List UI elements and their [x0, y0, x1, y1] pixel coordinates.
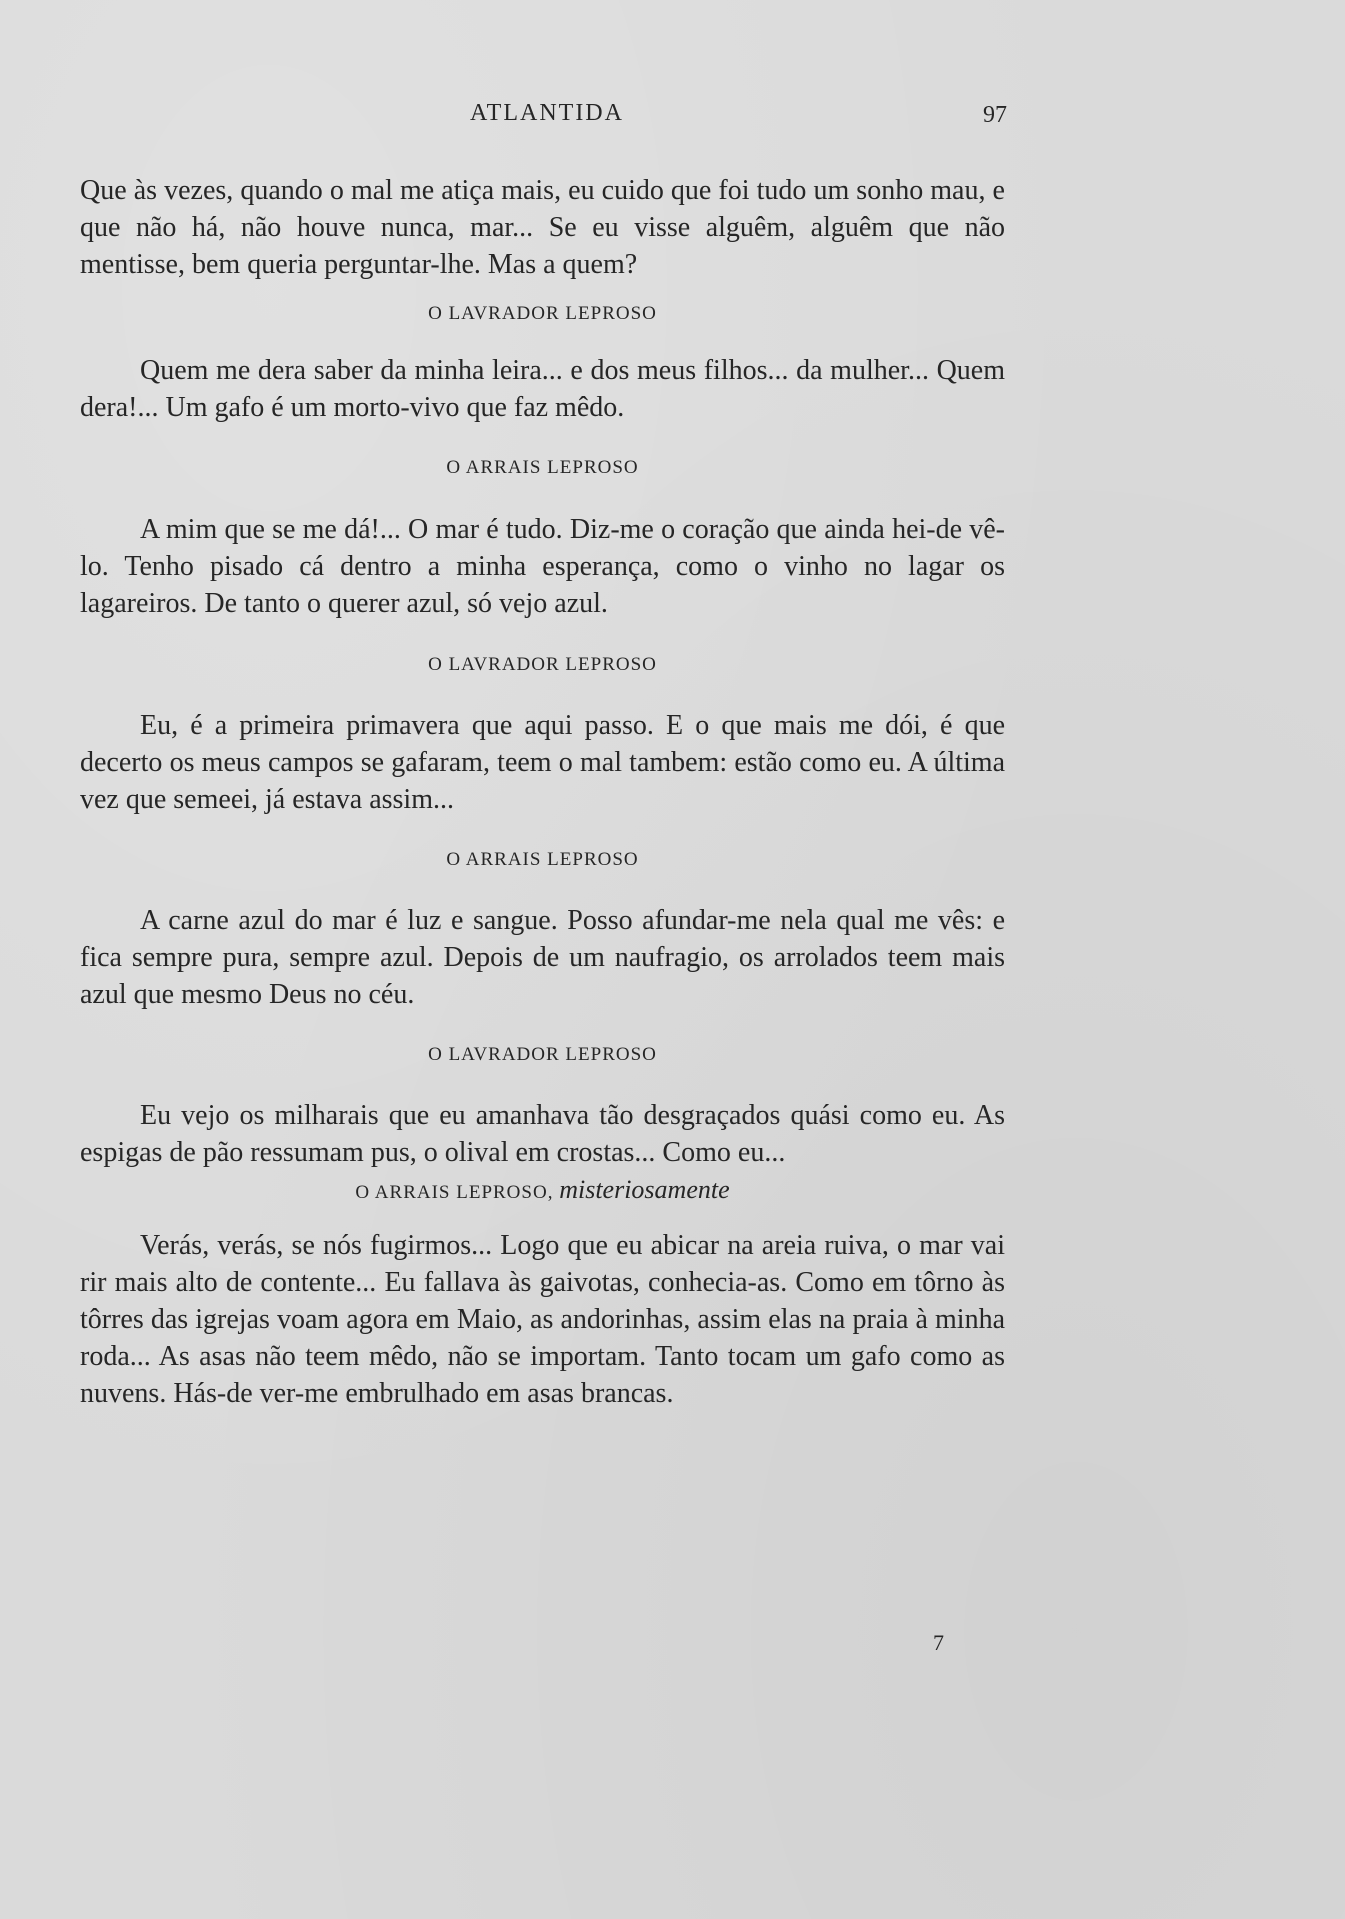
speaker-heading: O LAVRADOR LEPROSO	[428, 654, 657, 675]
speech: Quem me dera saber da minha leira... e dos meus filhos... da mulher... Quem dera!... Um gafo é um morto-vivo que faz mêdo.	[80, 355, 1005, 423]
speaker-heading: O LAVRADOR LEPROSO	[428, 1044, 657, 1065]
speaker-name: O ARRAIS LEPROSO,	[355, 1182, 554, 1203]
page-number: 97	[983, 102, 1007, 128]
speech: Eu, é a primeira primavera que aqui passo. E o que mais me dói, é que decerto os meus campos se gafaram, teem o mal tambem: estão como eu. A última vez que semeei, já estava assim...	[80, 710, 1005, 815]
speech: Eu vejo os milharais que eu amanhava tão desgraçados quási como eu. As espigas de pão ressumam pus, o olival em crostas... Como eu...	[80, 1100, 1005, 1168]
speaker-heading: O ARRAIS LEPROSO	[446, 849, 639, 870]
running-title: ATLANTIDA	[470, 100, 624, 126]
speech: Verás, verás, se nós fugirmos... Logo que eu abicar na areia ruiva, o mar vai rir mais alto de contente... Eu fallava às gaivotas, conhecia-as. Como em tôrno às tôrres das igrejas voam agora em Maio, as andorinhas, assim elas na praia à minha roda... As asas não teem mêdo, não se importam. Tanto tocam um gafo como as nuvens. Hás-de ver-me embrulhado em asas brancas.	[80, 1230, 1005, 1409]
stage-direction: misteriosamente	[559, 1175, 730, 1204]
speaker-heading-with-direction	[80, 1176, 1005, 1207]
speaker-heading: O LAVRADOR LEPROSO	[428, 303, 657, 324]
speech-continuation: Que às vezes, quando o mal me atiça mais, eu cuido que foi tudo um sonho mau, e que não há, não houve nunca, mar... Se eu visse alguêm, alguêm que não mentisse, bem queria perguntar-lhe. Mas a quem?	[80, 175, 1005, 280]
running-head	[0, 100, 1345, 134]
speaker-heading: O ARRAIS LEPROSO	[446, 457, 639, 478]
speech: A mim que se me dá!... O mar é tudo. Diz-me o coração que ainda hei-de vê-lo. Tenho pisado cá dentro a minha esperança, como o vinho no lagar os lagareiros. De tanto o querer azul, só vejo azul.	[80, 514, 1005, 619]
signature-mark: 7	[933, 1630, 944, 1655]
play-text	[80, 172, 1005, 1412]
speech: A carne azul do mar é luz e sangue. Posso afundar-me nela qual me vês: e fica sempre pura, sempre azul. Depois de um naufragio, os arrolados teem mais azul que mesmo Deus no céu.	[80, 905, 1005, 1010]
